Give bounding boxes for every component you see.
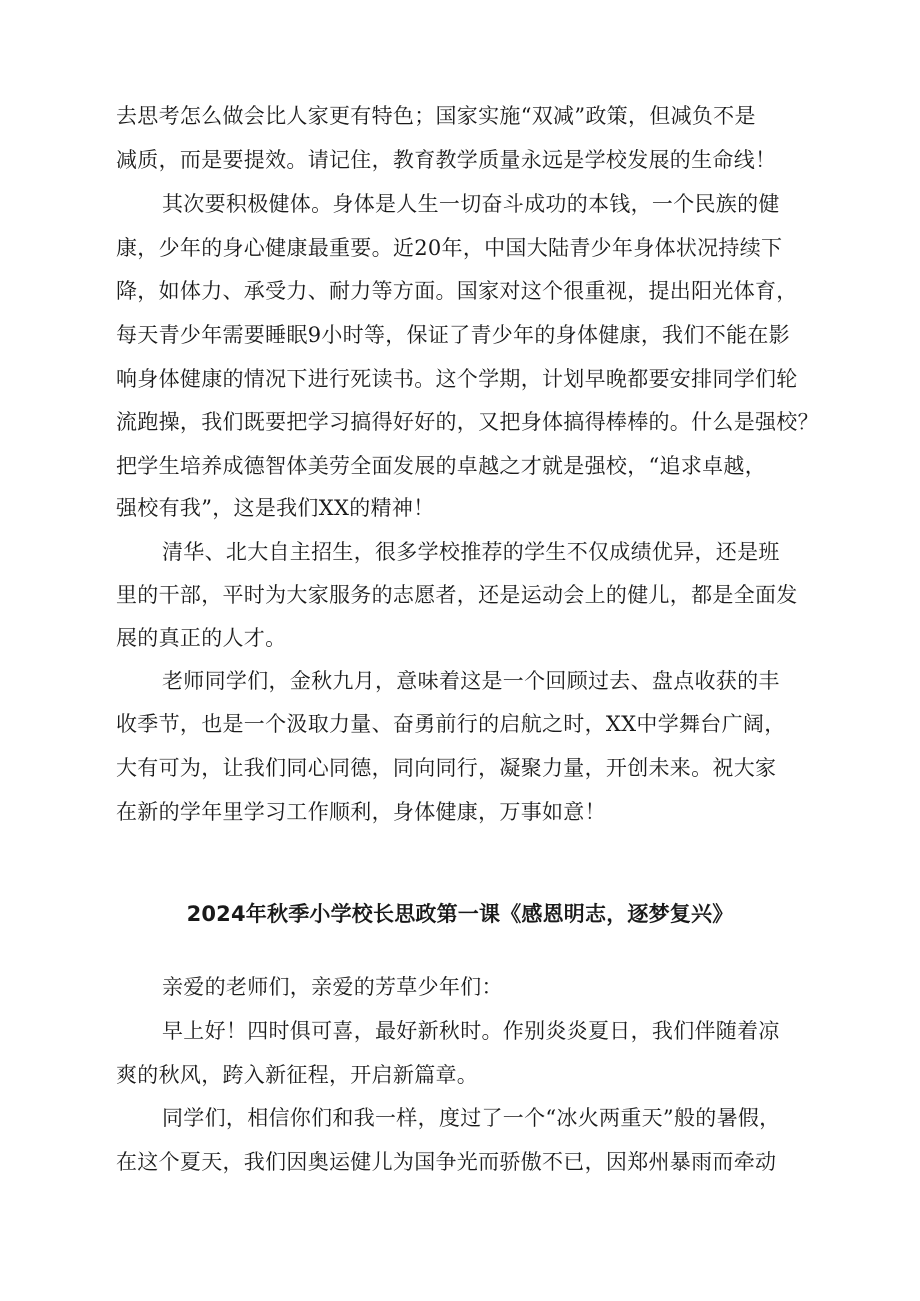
- body-line: 里的干部，平时为大家服务的志愿者，还是运动会上的健儿，都是全面发: [116, 583, 798, 607]
- paragraph-first-line: 早上好！四时俱可喜，最好新秋时。作别炎炎夏日，我们伴随着凉: [162, 1019, 780, 1043]
- body-line: 爽的秋风，跨入新征程，开启新篇章。: [116, 1063, 479, 1087]
- body-line: 大有可为，让我们同心同德，同向同行，凝聚力量，开创未来。祝大家: [116, 756, 777, 780]
- body-line: 流跑操，我们既要把学习搞得好好的，又把身体搞得棒棒的。什么是强校？: [116, 410, 819, 434]
- paragraph-first-line: 老师同学们，金秋九月，意味着这是一个回顾过去、盘点收获的丰: [162, 669, 780, 693]
- body-line: 在这个夏天，我们因奥运健儿为国争光而骄傲不已，因郑州暴雨而牵动: [116, 1150, 777, 1174]
- body-line: 收季节，也是一个汲取力量、奋勇前行的启航之时，XX中学舞台广阔，: [116, 712, 786, 736]
- body-line: 响身体健康的情况下进行死读书。这个学期，计划早晚都要安排同学们轮: [116, 367, 798, 391]
- paragraph-first-line: 同学们，相信你们和我一样，度过了一个“冰火两重天”般的暑假，: [162, 1106, 781, 1130]
- section-title: 2024年秋季小学校长思政第一课《感恩明志，逐梦复兴》: [186, 902, 734, 926]
- body-line: 每天青少年需要睡眠9小时等，保证了青少年的身体健康，我们不能在影: [116, 323, 790, 347]
- body-line: 展的真正的人才。: [116, 626, 287, 650]
- body-line: 减质，而是要提效。请记住，教育教学质量永远是学校发展的生命线！: [116, 148, 777, 172]
- body-line: 去思考怎么做会比人家更有特色；国家实施“双减”政策，但减负不是: [116, 104, 756, 128]
- salutation-line: 亲爱的老师们，亲爱的芳草少年们：: [162, 975, 503, 999]
- body-line: 降，如体力、承受力、耐力等方面。国家对这个很重视，提出阳光体育，: [116, 279, 798, 303]
- body-line: 把学生培养成德智体美劳全面发展的卓越之才就是强校，“追求卓越，: [116, 454, 767, 478]
- paragraph-first-line: 其次要积极健体。身体是人生一切奋斗成功的本钱，一个民族的健: [162, 192, 780, 216]
- body-line: 康，少年的身心健康最重要。近20年，中国大陆青少年身体状况持续下: [116, 236, 783, 260]
- body-line: 在新的学年里学习工作顺利，身体健康，万事如意！: [116, 800, 606, 824]
- body-line: 强校有我”，这是我们XX的精神！: [116, 496, 435, 520]
- paragraph-first-line: 清华、北大自主招生，很多学校推荐的学生不仅成绩优异，还是班: [162, 540, 780, 564]
